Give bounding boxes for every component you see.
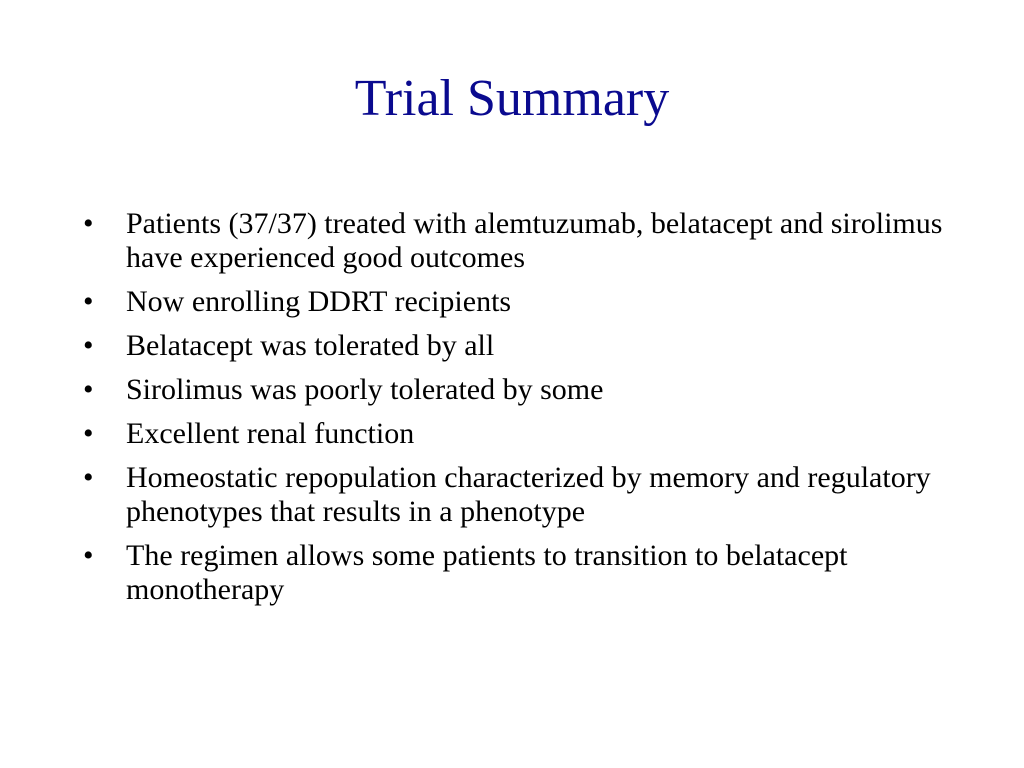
bullet-dot-icon: • [83,285,94,318]
bullet-item [83,373,943,407]
bullet-dot-icon: • [83,539,94,572]
bullet-list [83,207,943,617]
bullet-item [83,417,943,451]
bullet-item [83,285,943,319]
bullet-text: Homeostatic repopulation characterized by memory and regulatory phenotypes that results in a phenotype [126,461,931,528]
bullet-text: Excellent renal function [126,417,415,450]
bullet-text: The regimen allows some patients to transition to belatacept monotherapy [126,539,848,606]
bullet-item [83,461,943,529]
bullet-item [83,539,943,607]
bullet-text: Now enrolling DDRT recipients [126,285,512,318]
bullet-item [83,329,943,363]
bullet-text: Belatacept was tolerated by all [126,329,495,362]
slide-title: Trial Summary [354,70,670,127]
bullet-dot-icon: • [83,373,94,406]
bullet-dot-icon: • [83,461,94,494]
bullet-text: Patients (37/37) treated with alemtuzumab, belatacept and sirolimus have experienced good outcomes [126,207,943,274]
bullet-dot-icon: • [83,329,94,362]
bullet-dot-icon: • [83,417,94,450]
bullet-item [83,207,943,275]
bullet-text: Sirolimus was poorly tolerated by some [126,373,604,406]
bullet-dot-icon: • [83,207,94,240]
